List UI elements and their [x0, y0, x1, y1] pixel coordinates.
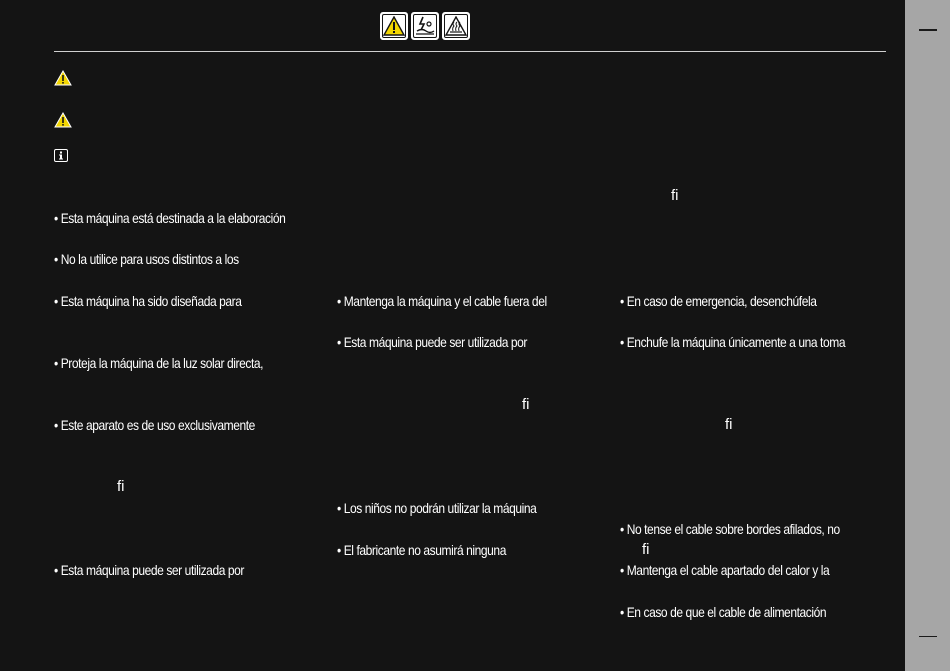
- column-1-item-6: • Esta máquina puede ser utilizada por: [54, 562, 245, 578]
- warning-triangle-icon: [54, 112, 72, 128]
- column-2-item-2: • Esta máquina puede ser utilizada por: [337, 334, 528, 350]
- edge-dash-top: [919, 29, 937, 31]
- column-3-item-2: • Enchufe la máquina únicamente a una toma: [620, 334, 846, 350]
- header-safety-icons: [380, 12, 470, 40]
- edge-dash-bottom: [919, 636, 937, 637]
- ligature-fragment: fi: [642, 541, 650, 558]
- warning-triangle-icon: [54, 70, 72, 86]
- column-1-item-1: • Esta máquina está destinada a la elaboración: [54, 210, 286, 226]
- column-2-item-4: • El fabricante no asumirá ninguna: [337, 542, 506, 558]
- column-1-item-5: • Este aparato es de uso exclusivamente: [54, 417, 255, 433]
- electric-shock-icon: [411, 12, 439, 40]
- page-edge-tab: [905, 0, 950, 671]
- header-divider: [54, 51, 886, 52]
- hot-surface-icon: [442, 12, 470, 40]
- column-1-item-4: • Proteja la máquina de la luz solar directa,: [54, 355, 264, 371]
- column-2-item-3: • Los niños no podrán utilizar la máquina: [337, 500, 537, 516]
- column-3-item-3: • No tense el cable sobre bordes afilados, no: [620, 521, 840, 537]
- column-3-item-4: • Mantenga el cable apartado del calor y la: [620, 562, 830, 578]
- column-1-item-3: • Esta máquina ha sido diseñada para: [54, 293, 242, 309]
- warning-triangle-icon: [380, 12, 408, 40]
- ligature-fragment: fi: [671, 187, 679, 204]
- column-3-item-5: • En caso de que el cable de alimentación: [620, 604, 827, 620]
- info-icon: [54, 149, 68, 162]
- ligature-fragment: fi: [117, 478, 125, 495]
- column-1-item-2: • No la utilice para usos distintos a los: [54, 251, 239, 267]
- ligature-fragment: fi: [725, 416, 733, 433]
- ligature-fragment: fi: [522, 396, 530, 413]
- column-2-item-1: • Mantenga la máquina y el cable fuera del: [337, 293, 547, 309]
- column-3-item-1: • En caso de emergencia, desenchúfela: [620, 293, 817, 309]
